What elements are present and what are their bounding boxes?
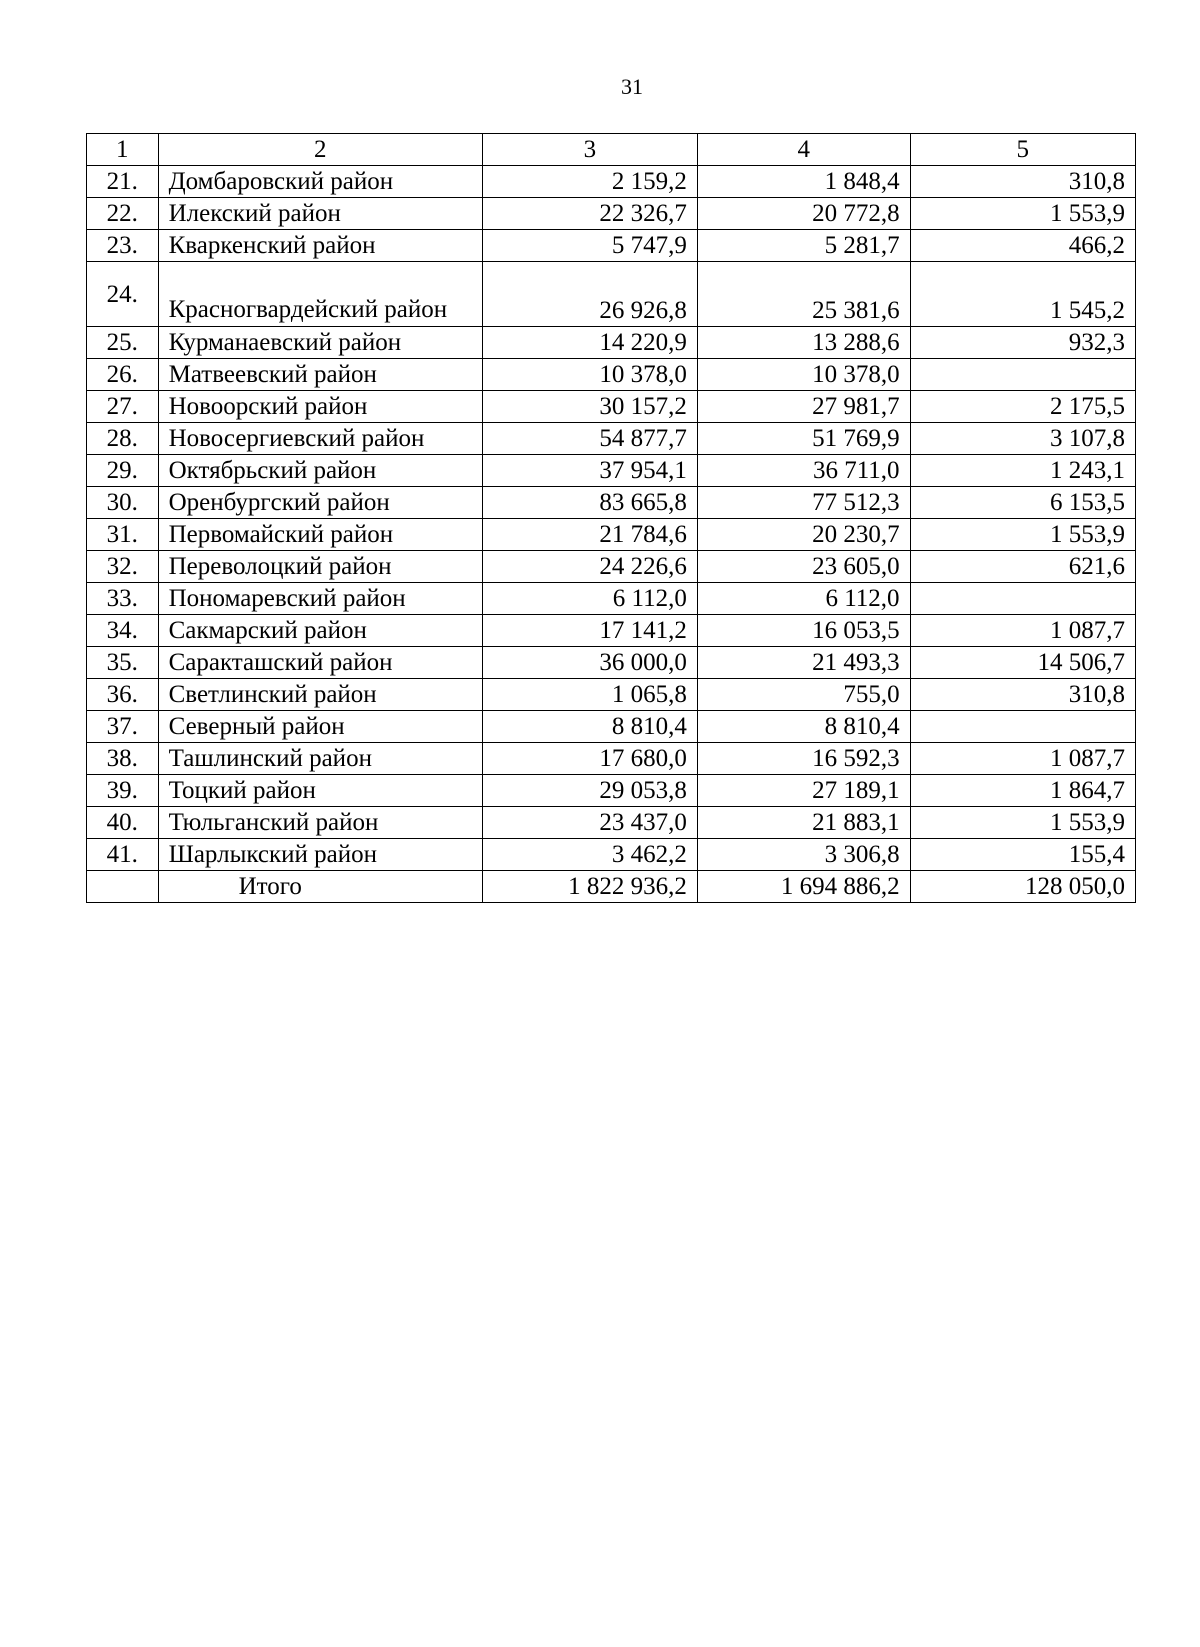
table-row	[87, 583, 1136, 615]
value-col-3: 1 065,8	[482, 679, 697, 711]
district-name: Новоорский район	[158, 391, 482, 423]
district-name: Шарлыкский район	[158, 839, 482, 871]
row-number: 23.	[87, 230, 159, 262]
value-col-5	[910, 711, 1135, 743]
value-col-5: 621,6	[910, 551, 1135, 583]
table-row	[87, 615, 1136, 647]
row-number: 27.	[87, 391, 159, 423]
value-col-4: 16 592,3	[697, 743, 910, 775]
table-row	[87, 519, 1136, 551]
table-row	[87, 679, 1136, 711]
value-col-3: 14 220,9	[482, 327, 697, 359]
table-row	[87, 775, 1136, 807]
value-col-5: 310,8	[910, 679, 1135, 711]
table-row	[87, 647, 1136, 679]
district-name: Домбаровский район	[158, 166, 482, 198]
value-col-5: 1 243,1	[910, 455, 1135, 487]
value-col-5: 1 545,2	[910, 262, 1135, 327]
value-col-4: 27 981,7	[697, 391, 910, 423]
total-col-5: 128 050,0	[910, 871, 1135, 903]
value-col-3: 26 926,8	[482, 262, 697, 327]
value-col-3: 3 462,2	[482, 839, 697, 871]
table-row	[87, 327, 1136, 359]
table-row	[87, 711, 1136, 743]
table-row	[87, 198, 1136, 230]
value-col-5: 1 553,9	[910, 198, 1135, 230]
value-col-3: 83 665,8	[482, 487, 697, 519]
header-cell-3: 3	[482, 134, 697, 166]
table-header-row	[87, 134, 1136, 166]
value-col-3: 54 877,7	[482, 423, 697, 455]
value-col-4: 36 711,0	[697, 455, 910, 487]
value-col-5: 1 553,9	[910, 519, 1135, 551]
value-col-4: 23 605,0	[697, 551, 910, 583]
value-col-4: 755,0	[697, 679, 910, 711]
value-col-4: 13 288,6	[697, 327, 910, 359]
row-number: 38.	[87, 743, 159, 775]
table-row	[87, 166, 1136, 198]
district-name: Сакмарский район	[158, 615, 482, 647]
table-row	[87, 230, 1136, 262]
total-col-3: 1 822 936,2	[482, 871, 697, 903]
value-col-5: 1 864,7	[910, 775, 1135, 807]
row-number: 22.	[87, 198, 159, 230]
value-col-4: 21 883,1	[697, 807, 910, 839]
value-col-4: 20 772,8	[697, 198, 910, 230]
value-col-4: 16 053,5	[697, 615, 910, 647]
header-cell-1: 1	[87, 134, 159, 166]
row-number: 29.	[87, 455, 159, 487]
value-col-4: 1 848,4	[697, 166, 910, 198]
district-name: Октябрьский район	[158, 455, 482, 487]
district-funding-table	[86, 133, 1136, 903]
value-col-4: 3 306,8	[697, 839, 910, 871]
table-row	[87, 807, 1136, 839]
value-col-4: 20 230,7	[697, 519, 910, 551]
value-col-5: 466,2	[910, 230, 1135, 262]
table-row	[87, 391, 1136, 423]
table-row	[87, 262, 1136, 327]
value-col-5	[910, 583, 1135, 615]
value-col-4: 8 810,4	[697, 711, 910, 743]
row-number: 31.	[87, 519, 159, 551]
district-name: Илекский район	[158, 198, 482, 230]
row-number: 36.	[87, 679, 159, 711]
value-col-4: 6 112,0	[697, 583, 910, 615]
row-number: 41.	[87, 839, 159, 871]
value-col-4: 27 189,1	[697, 775, 910, 807]
row-number: 35.	[87, 647, 159, 679]
district-name: Курманаевский район	[158, 327, 482, 359]
row-number: 30.	[87, 487, 159, 519]
value-col-5: 932,3	[910, 327, 1135, 359]
value-col-4: 25 381,6	[697, 262, 910, 327]
value-col-3: 17 141,2	[482, 615, 697, 647]
value-col-5: 310,8	[910, 166, 1135, 198]
row-number: 21.	[87, 166, 159, 198]
table-row	[87, 551, 1136, 583]
district-name: Тюльганский район	[158, 807, 482, 839]
value-col-3: 36 000,0	[482, 647, 697, 679]
district-name: Переволоцкий район	[158, 551, 482, 583]
total-label: Итого	[158, 871, 482, 903]
value-col-3: 29 053,8	[482, 775, 697, 807]
row-number: 37.	[87, 711, 159, 743]
table-row	[87, 423, 1136, 455]
header-cell-4: 4	[697, 134, 910, 166]
value-col-3: 10 378,0	[482, 359, 697, 391]
value-col-3: 21 784,6	[482, 519, 697, 551]
page-number: 31	[621, 74, 643, 99]
district-name: Красногвардейский район	[158, 262, 482, 327]
value-col-5: 2 175,5	[910, 391, 1135, 423]
value-col-5: 1 087,7	[910, 615, 1135, 647]
value-col-3: 30 157,2	[482, 391, 697, 423]
table-row	[87, 743, 1136, 775]
total-empty-cell	[87, 871, 159, 903]
value-col-3: 6 112,0	[482, 583, 697, 615]
value-col-3: 37 954,1	[482, 455, 697, 487]
value-col-3: 22 326,7	[482, 198, 697, 230]
table-row	[87, 487, 1136, 519]
row-number: 32.	[87, 551, 159, 583]
value-col-3: 17 680,0	[482, 743, 697, 775]
district-name: Матвеевский район	[158, 359, 482, 391]
district-name: Ташлинский район	[158, 743, 482, 775]
value-col-5: 14 506,7	[910, 647, 1135, 679]
district-name: Саракташский район	[158, 647, 482, 679]
total-col-4: 1 694 886,2	[697, 871, 910, 903]
header-cell-2: 2	[158, 134, 482, 166]
district-name: Тоцкий район	[158, 775, 482, 807]
table-row	[87, 455, 1136, 487]
value-col-5: 1 553,9	[910, 807, 1135, 839]
value-col-4: 5 281,7	[697, 230, 910, 262]
value-col-5: 155,4	[910, 839, 1135, 871]
header-cell-5: 5	[910, 134, 1135, 166]
table-row	[87, 359, 1136, 391]
row-number: 40.	[87, 807, 159, 839]
district-name: Первомайский район	[158, 519, 482, 551]
row-number: 33.	[87, 583, 159, 615]
value-col-4: 10 378,0	[697, 359, 910, 391]
value-col-3: 8 810,4	[482, 711, 697, 743]
value-col-3: 5 747,9	[482, 230, 697, 262]
value-col-4: 77 512,3	[697, 487, 910, 519]
value-col-3: 2 159,2	[482, 166, 697, 198]
value-col-5	[910, 359, 1135, 391]
row-number: 39.	[87, 775, 159, 807]
row-number: 26.	[87, 359, 159, 391]
district-name: Новосергиевский район	[158, 423, 482, 455]
row-number: 25.	[87, 327, 159, 359]
value-col-4: 51 769,9	[697, 423, 910, 455]
value-col-5: 1 087,7	[910, 743, 1135, 775]
value-col-5: 6 153,5	[910, 487, 1135, 519]
value-col-5: 3 107,8	[910, 423, 1135, 455]
value-col-3: 23 437,0	[482, 807, 697, 839]
district-name: Пономаревский район	[158, 583, 482, 615]
value-col-4: 21 493,3	[697, 647, 910, 679]
row-number: 28.	[87, 423, 159, 455]
table-row	[87, 839, 1136, 871]
district-name: Северный район	[158, 711, 482, 743]
row-number: 34.	[87, 615, 159, 647]
district-name: Светлинский район	[158, 679, 482, 711]
value-col-3: 24 226,6	[482, 551, 697, 583]
row-number: 24.	[87, 262, 159, 327]
total-row	[87, 871, 1136, 903]
district-name: Оренбургский район	[158, 487, 482, 519]
district-name: Кваркенский район	[158, 230, 482, 262]
